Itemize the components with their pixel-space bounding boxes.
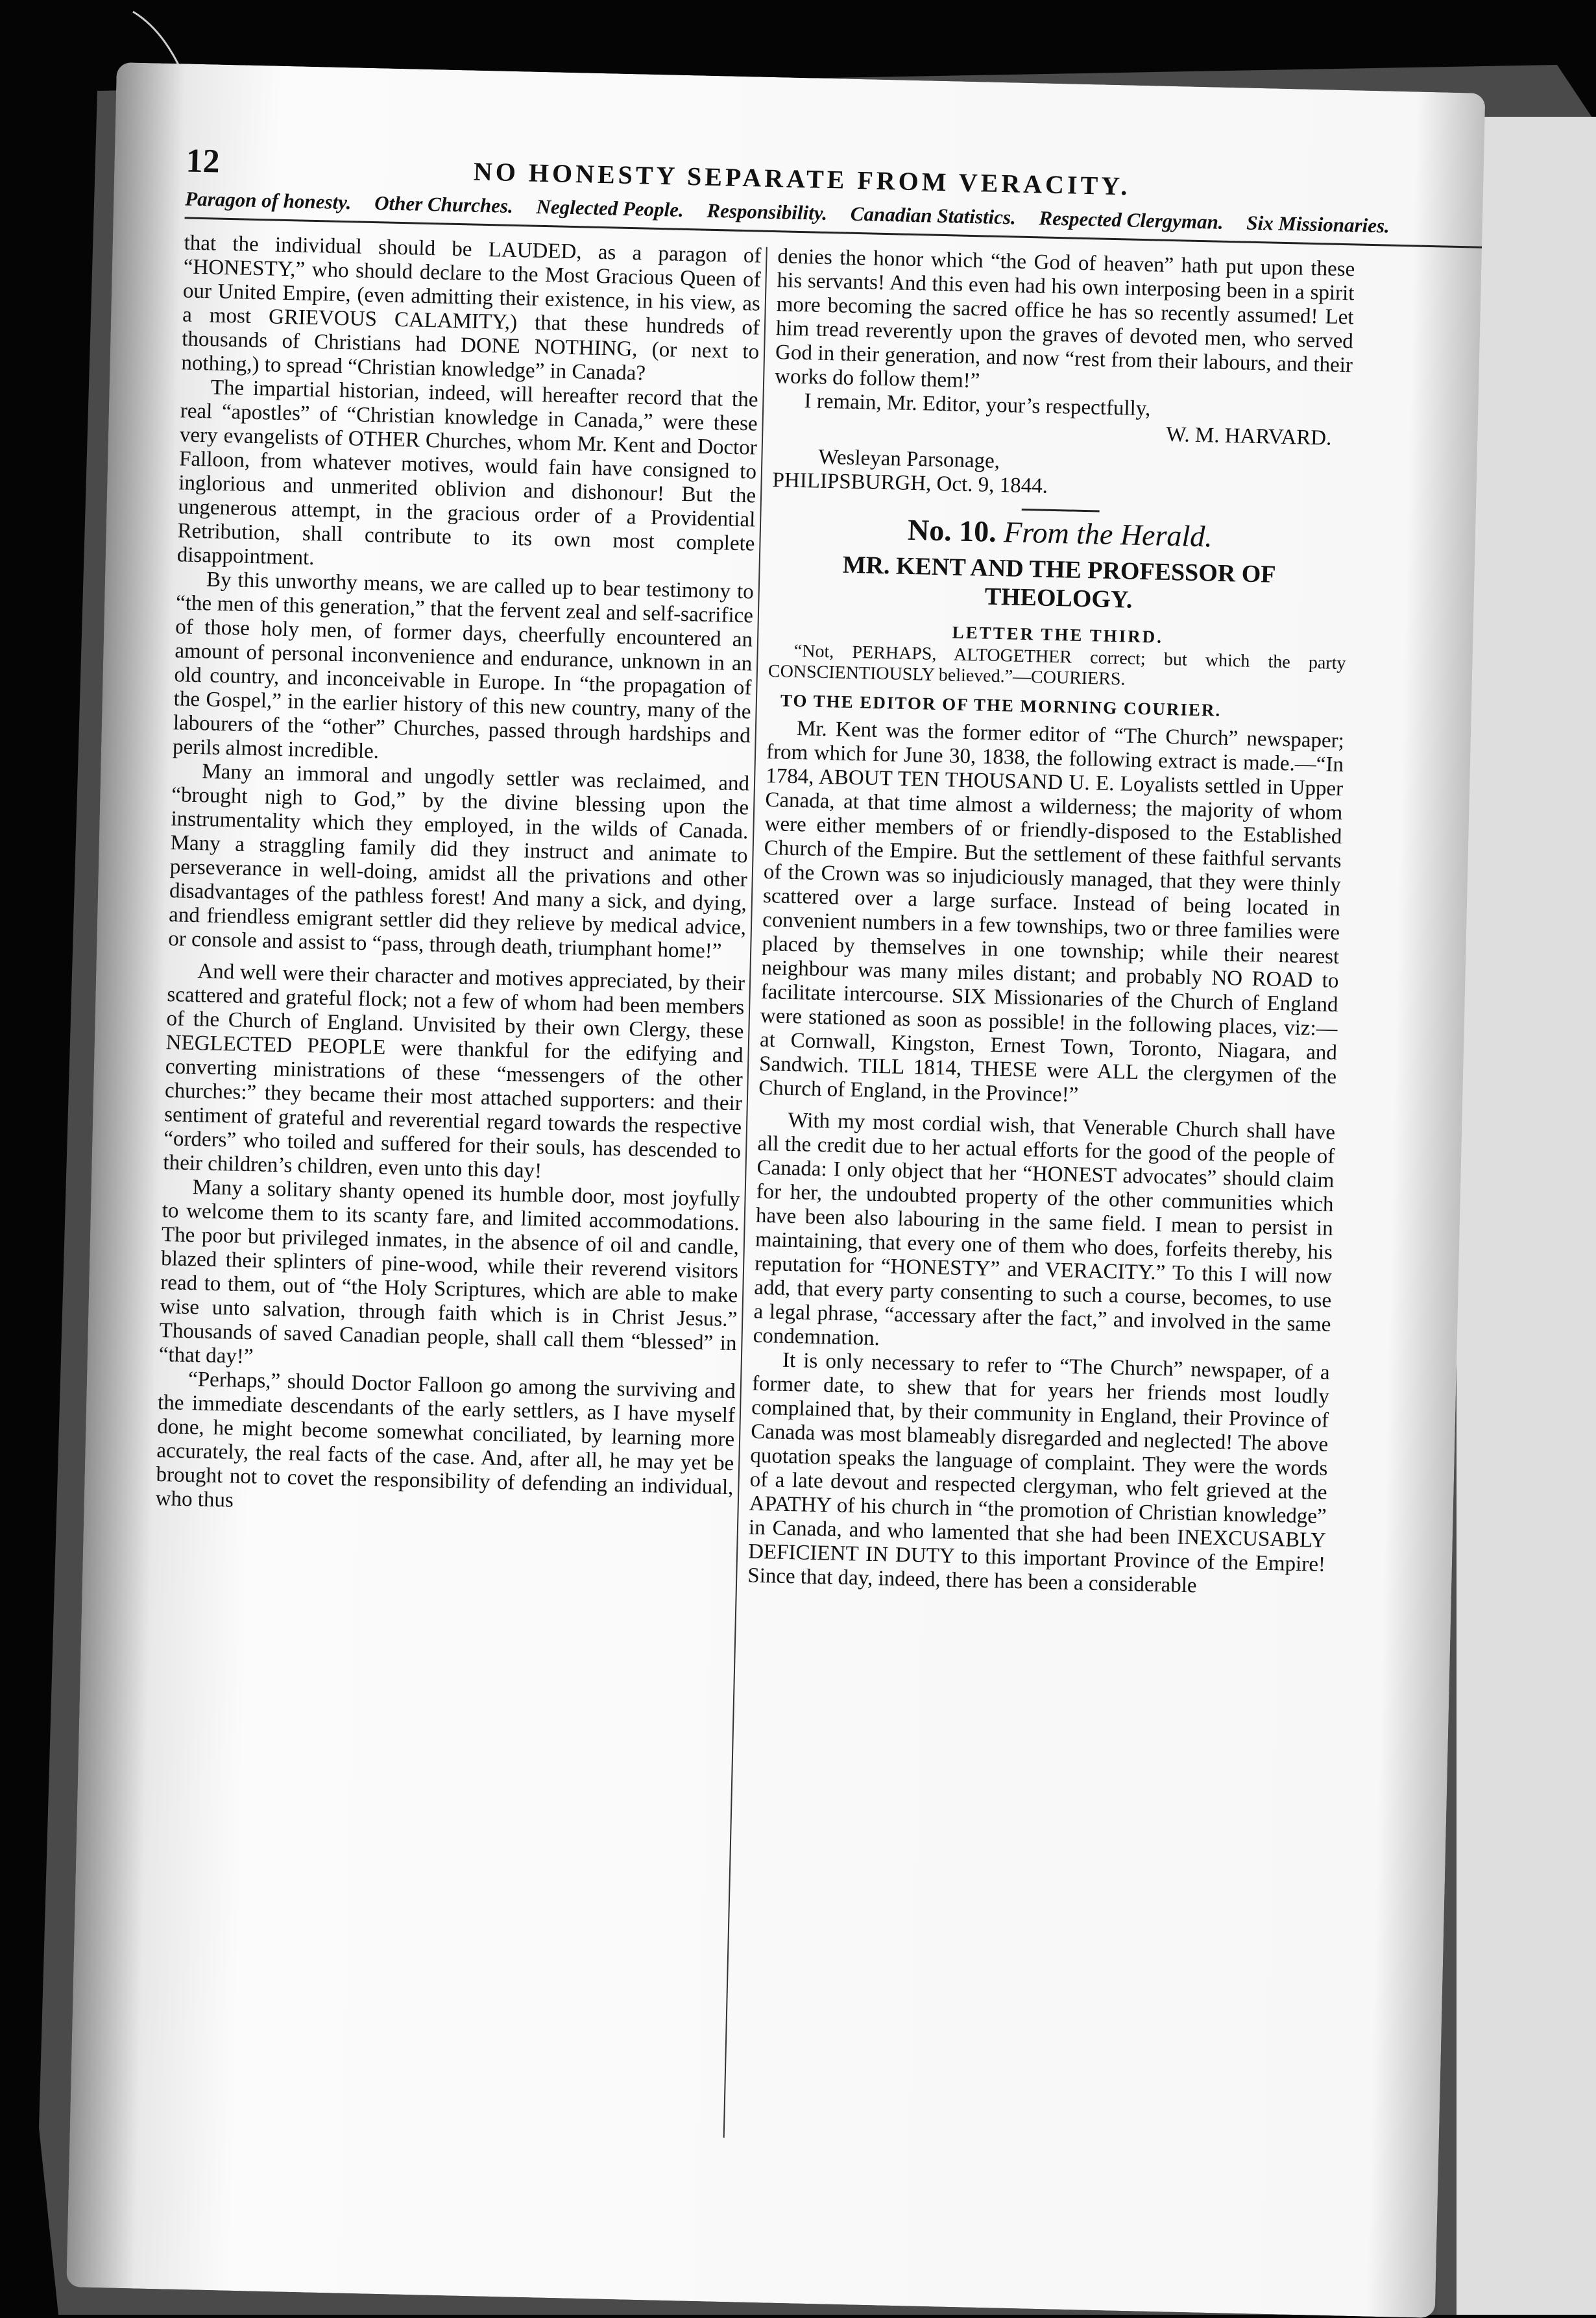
letter-place: Wesleyan Parsonage, xyxy=(818,445,1000,474)
right-column xyxy=(732,245,1355,2294)
page-number: 12 xyxy=(185,142,221,180)
topic-item: Responsibility. xyxy=(707,199,828,224)
topic-item: Neglected People. xyxy=(536,195,684,221)
signature: W. M. HARVARD. xyxy=(1165,422,1332,450)
motto: “Not, PERHAPS, ALTOGETHER correct; but which the party CONSCIENTIOUSLY believed.”—COURIERS. xyxy=(768,640,1346,690)
article-source: From the Herald. xyxy=(1003,515,1213,553)
topic-item: Six Missionaries. xyxy=(1246,211,1390,237)
paragraph: Many a solitary shanty opened its humble door, most joyfully to welcome them to its scanty fare, and limited accommodations. The poor but privileged inmates, in the absence of oil and candle, blazed their splinters of pine-wood, while their reverend visitors read to them, out of “the Holy Scriptures, which are able to make wise unto salvation, through faith which is in Christ Jesus.” Thousands of saved Canadian people, shall call them “blessed” in “that day!” xyxy=(158,1176,740,1369)
topic-item: Other Churches. xyxy=(374,191,514,217)
paragraph: With my most cordial wish, that Venerable Church shall have all the credit due to her actual efforts for the good of the people of Canada: I only object that her “HONEST advocates” should claim for her, the undoubted property of the other communities which have been also labouring in the same field. I mean to persist in maintaining, that every one of them who does, forfeits thereby, his reputation for “HONESTY” and VERACITY.” To this I will now add, that every party consenting to such a course, becomes, to use a legal phrase, “accessary after the fact,” and involved in the same condemnation. xyxy=(753,1108,1336,1351)
page-header xyxy=(113,62,1485,256)
paragraph: denies the honor which “the God of heaven” hath put upon these his servants! And this even had his own interposing been in a spirit more becoming the sacred office he has so recently assumed! Let him tread reverently upon the graves of devoted men, who served God in their generation, and now “rest from their labours, and their works do follow them!” xyxy=(774,245,1355,393)
article-heading xyxy=(771,510,1349,557)
paragraph: The impartial historian, indeed, will hereafter record that the real “apostles” of “Christian knowledge in Canada,” were these very evangelists of OTHER Churches, whom Mr. Kent and Doctor Falloon, from whatever motives, would fain have consigned to inglorious and unmerited oblivion and dishonour! But the ungenerous attempt, in the gracious order of a Providential Retribution, shall contribute to its own most complete disappointment. xyxy=(176,376,758,570)
book-page xyxy=(66,62,1485,2318)
paragraph: that the individual should be LAUDED, as a paragon of “HONESTY,” who should declare to the Most Gracious Queen of our United Empire, (even admitting their existence, in his view, as a most GRIEVOUS CALAMITY,) that these hundreds of thousands of Christians had DONE NOTHING, (or next to nothing,) to spread “Christian knowledge” in Canada? xyxy=(181,231,762,385)
topic-item: Canadian Statistics. xyxy=(850,202,1017,229)
letter-address: TO THE EDITOR OF THE MORNING COURIER. xyxy=(780,690,1222,720)
left-column xyxy=(138,231,762,2280)
paragraph: Many an immoral and ungodly settler was reclaimed, and “brought nigh to God,” by the divine blessing upon the instrumentality which they employed, in the wilds of Canada. Many a straggling family did they instruct and animate to perseverance in well-doing, amidst all the privations and other disadvantages of the pathless forest! And many a sick, and dying, and friendless emigrant settler did they relieve by medical advice, or console and assist to “pass, through death, triumphant home!” xyxy=(167,760,750,963)
paragraph: “Perhaps,” should Doctor Falloon go among the surviving and the immediate descendants of the early settlers, as I have myself done, he might become somewhat conciliated, by learning more accurately, the real facts of the case. And, after all, he may yet be brought not to covet the responsibility of defending an individual, who thus xyxy=(155,1368,736,1512)
letter-heading: LETTER THE THIRD. xyxy=(952,622,1164,647)
section-rule xyxy=(1022,509,1100,513)
topic-item: Paragon of honesty. xyxy=(184,187,352,214)
paragraph: It is only necessary to refer to “The Church” newspaper, of a former date, to shew that for years her friends most loudly complained that, by their community in England, their Province of Canada was most blameably disregarded and neglected! The above quotation speaks the language of complaint. They were the words of a late devout and respected clergyman, who felt grieved at the APATHY of his church in “the promotion of Christian knowledge” in Canada, and who lamented that she had been INEXCUSABLY DEFICIENT IN DUTY to this important Province of the Empire! Since that day, indeed, there has been a considerable xyxy=(747,1348,1331,1598)
running-title: NO HONESTY SEPARATE FROM VERACITY. xyxy=(473,156,1131,201)
article-title: MR. KENT AND THE PROFESSOR OF THEOLOGY. xyxy=(842,551,1276,614)
topic-item: Respected Clergyman. xyxy=(1039,206,1224,234)
paragraph: Mr. Kent was the former editor of “The Church” newspaper; from which for June 30, 1838, the following extract is made.—“In 1784, ABOUT TEN THOUSAND U. E. Loyalists settled in Upper Canada, at that time almost a wilderness; the majority of whom were either members of or friendly-disposed to the Established Church of the Empire. But the settlement of these faithful servants of the Crown was so injudiciously managed, that they were thinly scattered over a large surface. Instead of being located in convenient numbers in a few townships, two or three families were placed by themselves in one township; while their nearest neighbour was many miles distant; and probably NO ROAD to facilitate intercourse. SIX Missionaries of the Church of England were stationed as soon as possible! in the following places, viz:—at Cornwall, Kingston, Ernest Town, Toronto, Niagara, and Sandwich. TILL 1814, THESE were ALL the clergymen of the Church of England, in the Province!” xyxy=(758,717,1345,1107)
letter-closing: I remain, Mr. Editor, your’s respectfully, xyxy=(804,389,1151,421)
paragraph: And well were their character and motives appreciated, by their scattered and grateful flock; not a few of whom had been members of the Church of England. Unvisited by their own Clergy, these NEGLECTED PEOPLE were thankful for the edifying and converting ministrations of these “messengers of the other churches:” they became their most attached supporters: and their sentiment of grateful and reverential regard towards the respective “orders” who toiled and suffered for their souls, has descended to their children’s children, even unto this day! xyxy=(163,960,745,1183)
paragraph: By this unworthy means, we are called up to bear testimony to “the men of this generation,” that the fervent zeal and self-sacrifice of those holy men, of former days, cheerfully encountered an amount of personal inconvenience and endurance, unknown in an old country, and inconceivable in Europe. In “the propagation of the Gospel,” in the earlier history of this new country, many of the labourers of the “other” Churches, passed through hardships and perils almost incredible. xyxy=(172,568,755,764)
article-number: No. 10. xyxy=(907,513,997,548)
letter-date: PHILIPSBURGH, Oct. 9, 1844. xyxy=(772,468,1048,498)
